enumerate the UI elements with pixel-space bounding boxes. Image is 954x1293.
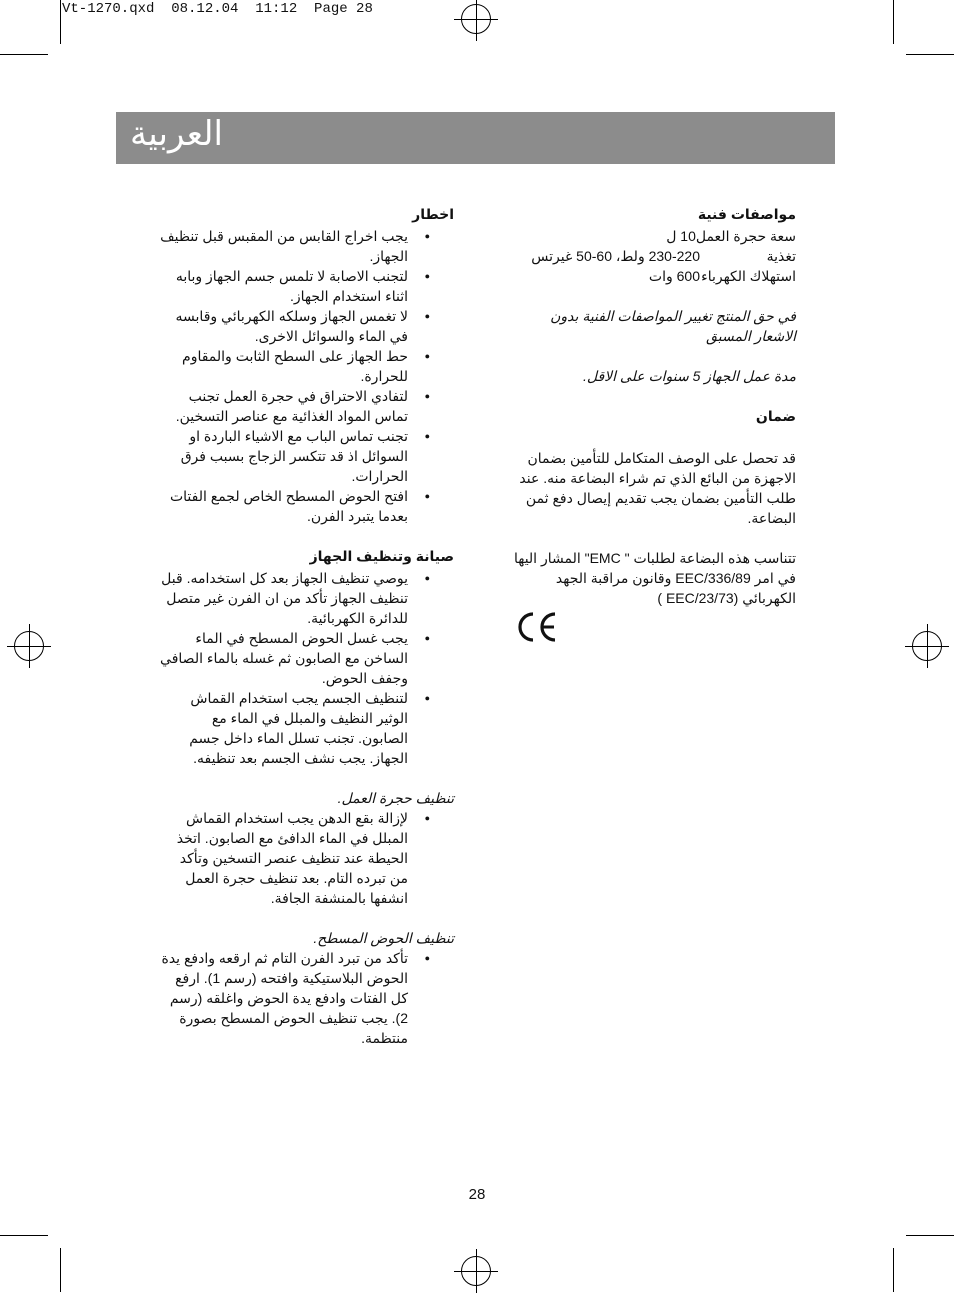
printer-slug: Vt-1270.qxd 08.12.04 11:12 Page 28 (62, 1, 373, 17)
list-item: ● تأكد من تبرد الفرن التام ثم ارقعه وادفع يدة الحوض البلاستيكية وافتحه (رسم 1). ارفع كل الفتات وادفع يدة الحوض واغلقه (رسم 2). يجب تنظيف الحوض المسطح بصورة منتظمة. (160, 948, 454, 1048)
crop-mark (893, 1248, 894, 1292)
registration-mark-top (461, 4, 491, 34)
spec-label: سعة حجرة العمل (695, 228, 796, 244)
list-item: ● لإزالة بقع الدهن يجب استخدام القماش المبلل في الماء الدافئ مع الصابون. اتخذ الحيطة عند تنظيف عنصر التسخين وتأكد من تبرده التام. بعد تنظيف حجرة العمل انشفها بالمنشفة الجافة. (160, 808, 454, 908)
registration-mark-left (14, 631, 44, 661)
spec-row (506, 266, 796, 286)
crop-mark (906, 54, 954, 55)
danger-list (160, 226, 454, 526)
spec-value: 230-220 ولط، 60-50 غيرتس (531, 248, 700, 264)
crop-mark (60, 0, 61, 44)
list-item: ● يوصي تنظيف الجهاز بعد كل استخدامه. قبل تنظيف الجهاز تأكد من ان الفرن غير متصل للدائرة الكهربائية. (160, 568, 454, 628)
maintenance-list (160, 568, 454, 768)
registration-mark-right (912, 631, 942, 661)
crop-mark (906, 1235, 954, 1236)
list-item: ● حط الجهاز على السطح الثابت والمقاوم للحرارة. (160, 346, 454, 386)
list-item: ● تجنب تماس الباب مع الاشياء الباردة او السوائل اذ قد تتكسر الزجاج بسبب فرق الحرارات. (160, 426, 454, 486)
list-item: ● يجب غسل الحوض المسطح في الماء الساخن مع الصابون ثم غسله بالماء الصافي وجفف الحوض. (160, 628, 454, 688)
left-column (160, 204, 454, 1048)
list-item: ● افتح الحوض المسطح الخاص لجمع الفتات بعدما يتبرد الفرن. (160, 486, 454, 526)
spec-label: تغذية (766, 248, 796, 264)
page-number: 28 (468, 1186, 486, 1203)
list-item: ● لتنظيف الجسم يجب استخدام القماش الوثير النظيف والمبلل في الماء مع الصابون. تجنب تسلل الماء داخل جسم الجهاز. يجب نشف الجسم بعد تنظيفه. (160, 688, 454, 768)
list-item: ● لا تغمس الجهاز وسلكه الكهربائي وقابسه في الماء والسوائل الاخرى. (160, 306, 454, 346)
list-item: ● لتجنب الاصابة لا تلمس جسم الجهاز وبابه اثناء استخدام الجهاز. (160, 266, 454, 306)
spec-value: 10 ل (666, 228, 696, 244)
guarantee-text: قد تحصل على الوصف المتكامل للتأمين بضمان الاجهزة من البائع الذي تم شراء البضاعة منه. عند طلب التأمين بضمان يجب تقديم إيصال دفع ثمن البضاعة. (519, 450, 796, 526)
danger-heading: اخطار (412, 206, 454, 222)
emc-text: تتناسب هذه البضاعة لطلبات " EMC" المشار اليها في امر EEC/336/89 وقانون مراقبة الجهد الكهربائي (EEC/23/73 ) (513, 550, 796, 606)
crop-mark (60, 1248, 61, 1292)
spec-label: استهلاك الكهرباء (701, 268, 796, 284)
ce-mark-icon (514, 610, 560, 644)
crop-mark (0, 1235, 48, 1236)
warranty-period: مدة عمل الجهاز 5 سنوات على الاقل. (582, 368, 796, 384)
crop-mark (0, 54, 48, 55)
guarantee-heading: ضمان (755, 408, 796, 424)
spec-value: 600 وات (648, 268, 700, 284)
spec-row (506, 246, 796, 266)
specs-note: في حق المنتج تغيير المواصفات الفنية بدون الاشعار المسبق (550, 308, 796, 344)
registration-mark-bottom (461, 1256, 491, 1286)
crop-mark (893, 0, 894, 44)
list-item: ● لتفادي الاحتراق في حجرة العمل تجنب تماس المواد الغذائية مع عناصر التسخين. (160, 386, 454, 426)
language-banner (116, 112, 835, 164)
list-item: ● يجب اخراج القابس من المقبس قبل تنظيف الجهاز. (160, 226, 454, 266)
chamber-list (160, 808, 454, 908)
tray-heading: تنظيف الحوض المسطح. (313, 930, 454, 946)
tray-list (160, 948, 454, 1048)
right-column (506, 204, 796, 608)
maintenance-heading: صيانة وتنظيف الجهاز (309, 548, 454, 564)
chamber-heading: تنظيف حجرة العمل. (337, 790, 454, 806)
specs-heading: مواصفات فنية (697, 206, 796, 222)
banner-title: العربية (130, 114, 223, 154)
spec-row (506, 226, 796, 246)
